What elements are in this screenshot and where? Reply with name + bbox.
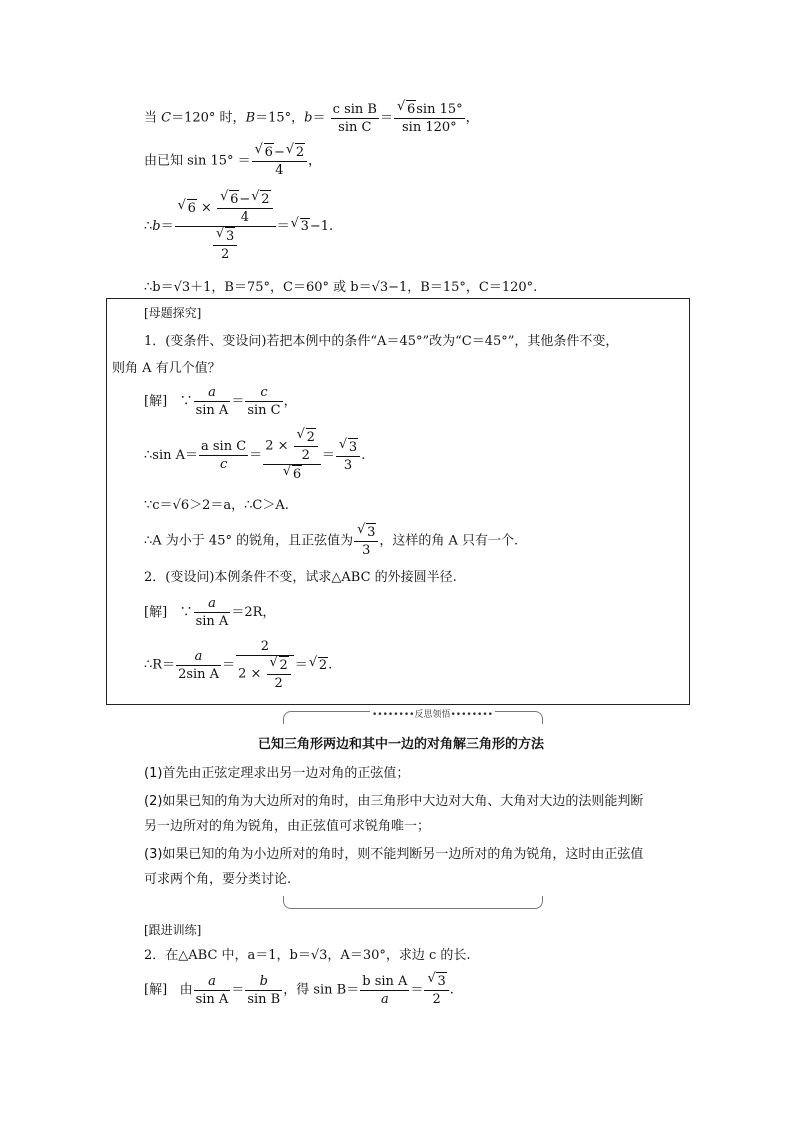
denominator: 4: [275, 163, 284, 178]
reflection-p2a: (2)如果已知的角为大边所对的角时，由三角形中大边对大角、大角对大边的法则能判断: [144, 794, 644, 809]
sqrt: √ 2: [295, 143, 305, 161]
denominator: 2: [220, 247, 230, 262]
numerator: [263, 428, 321, 465]
sqrt: √ 6: [406, 100, 416, 118]
text: ＝: [379, 110, 393, 126]
text: .: [361, 448, 366, 463]
numerator: a: [194, 595, 231, 613]
text: 2 ×: [238, 666, 262, 682]
text: ＝: [410, 982, 424, 998]
fraction: [194, 595, 231, 630]
numerator: b: [245, 973, 282, 991]
line-known-sin15: [144, 143, 321, 179]
numerator: b sin A: [362, 973, 408, 989]
denominator: sin A: [195, 403, 229, 418]
text: ∵: [179, 394, 193, 409]
reflection-tag: ••••••••反思领悟••••••••: [370, 707, 495, 720]
fraction: [194, 384, 231, 419]
text: ∴sin A＝: [144, 448, 198, 463]
sqrt: √ 3: [225, 227, 235, 245]
denominator: [236, 656, 294, 692]
denominator: 2: [432, 992, 441, 1007]
text: ＝: [321, 448, 335, 463]
solution-label: [解]: [144, 394, 168, 409]
inner-fraction: [267, 656, 291, 692]
text: ＝: [160, 219, 174, 234]
fraction: [194, 973, 231, 1008]
sqrt: √ 6: [292, 465, 302, 483]
solution-label: [解]: [144, 605, 168, 620]
reflection-p3b: 可求两个角，要分类讨论.: [144, 872, 292, 887]
denominator: 2: [301, 448, 310, 463]
line-compute-b: [144, 190, 333, 263]
text: ，: [283, 394, 297, 409]
denominator: 2sin A: [178, 666, 220, 682]
numerator: c sin B: [332, 101, 377, 117]
fraction: [252, 143, 307, 179]
solution2-line-1: [144, 595, 275, 630]
q2-line: 2．(变设问)本例条件不变，试求△ABC 的外接圆半径.: [144, 570, 457, 585]
q1-line-b: 则角 A 有几个值？: [112, 361, 221, 376]
denominator: sin B: [247, 991, 281, 1007]
numerator: [252, 143, 307, 162]
line-case-c120: [144, 100, 479, 136]
denominator: [263, 465, 321, 483]
solution-label: [解]: [144, 982, 168, 998]
denominator: sin 120°: [401, 120, 457, 135]
text: 由: [179, 982, 193, 998]
reflection-p1: (1)首先由正弦定理求出另一边对角的正弦值；: [144, 766, 410, 781]
numerator: a sin C: [201, 439, 247, 454]
reflection-frame-bottom: [283, 896, 543, 909]
denominator: sin C: [338, 119, 372, 135]
numerator: a: [194, 384, 231, 402]
follow-title: [跟进训练]: [144, 923, 202, 937]
line-conclusion: ∴b＝√3＋1，B＝75°，C＝60° 或 b＝√3−1，B＝15°，C＝120°.: [144, 280, 538, 295]
text: −: [239, 192, 251, 207]
denominator: sin A: [195, 991, 229, 1007]
q1-line-a: 1．(变条件、变设问)若把本例中的条件“A＝45°”改为“C＝45°”，其他条件不变，: [144, 334, 619, 349]
text: ＝2R，: [231, 605, 276, 620]
text: ＝15°，: [255, 110, 305, 126]
solution-line-4: [144, 523, 518, 559]
text: ×: [201, 200, 212, 216]
var-b: b: [304, 110, 313, 126]
inner-fraction: [217, 190, 272, 226]
sqrt: √ 3: [348, 438, 358, 456]
text: .: [328, 657, 333, 673]
fraction: [175, 190, 276, 263]
numerator: c: [245, 384, 282, 402]
text: ＝120° 时，: [171, 110, 246, 126]
var-C: C: [161, 110, 172, 126]
denominator: [175, 227, 276, 263]
fraction: [354, 523, 378, 559]
text: ，: [308, 153, 322, 169]
box-title: [母题探究]: [144, 306, 202, 320]
follow-solution: [144, 972, 454, 1008]
denominator: 3: [343, 457, 353, 473]
numerator: a: [194, 973, 231, 991]
numerator: 2: [236, 638, 294, 656]
sqrt: √ 6: [264, 143, 274, 161]
text: ∵: [179, 605, 193, 620]
text: ，得 sin B＝: [283, 982, 360, 998]
text: ＝: [294, 657, 308, 673]
text: 当: [144, 110, 158, 126]
fraction: [360, 973, 409, 1008]
text: ＝: [222, 657, 236, 673]
text: 由已知 sin 15° ＝: [144, 153, 251, 169]
numerator: a: [176, 648, 221, 666]
sqrt: √ 6: [229, 190, 239, 208]
denominator: c: [219, 457, 228, 472]
sqrt: √ 2: [306, 428, 316, 446]
text: ，这样的角 A 只有一个.: [379, 533, 519, 549]
sqrt: √ 3: [436, 972, 446, 990]
sqrt: √ 2: [318, 657, 328, 673]
fraction: [245, 384, 282, 419]
solution2-line-2: [144, 638, 332, 692]
sqrt: √ 2: [260, 190, 270, 208]
denominator: sin C: [247, 403, 281, 418]
var-b: b: [152, 219, 161, 234]
inner-fraction: [213, 227, 237, 263]
text: ∴R＝: [144, 657, 176, 673]
fraction: [199, 438, 248, 473]
numerator: [213, 227, 237, 246]
numerator: [175, 190, 276, 227]
text: −: [273, 145, 285, 160]
text: 2 ×: [265, 438, 289, 454]
numerator: [217, 190, 272, 209]
inner-fraction: [294, 428, 318, 464]
sqrt: √ 2: [279, 656, 289, 674]
follow-question: 2．在△ABC 中，a＝1，b＝√3，A＝30°，求边 c 的长.: [144, 948, 471, 963]
fraction: [245, 973, 282, 1008]
text: ∴: [144, 219, 153, 234]
reflection-heading: 已知三角形两边和其中一边的对角解三角形的方法: [258, 737, 545, 752]
denominator: 3: [362, 543, 371, 558]
denominator: sin A: [195, 614, 229, 629]
text: ＝: [249, 448, 263, 463]
solution-line-1: [144, 384, 297, 419]
solution-line-2: [144, 428, 365, 483]
text: ，: [465, 110, 479, 126]
fraction: [176, 648, 221, 683]
reflection-p2b: 另一边所对的角为锐角，由正弦值可求锐角唯一；: [144, 819, 431, 834]
text: ＝: [231, 394, 245, 409]
denominator: 4: [240, 210, 249, 225]
solution-line-3: ∵c＝√6＞2＝a，∴C＞A.: [144, 498, 289, 513]
fraction: [394, 100, 465, 136]
text: ＝: [312, 110, 326, 126]
reflection-p3a: (3)如果已知的角为小边所对的角时，则不能判断另一边所对的角为锐角，这时由正弦值: [144, 847, 644, 862]
text: −1.: [309, 219, 334, 234]
text: ＝: [276, 219, 290, 234]
text: ＝: [231, 982, 245, 998]
sqrt: √ 6: [187, 199, 197, 217]
sqrt: √ 3: [366, 523, 376, 541]
fraction: [263, 428, 321, 483]
fraction: [236, 638, 294, 692]
denominator: 2: [274, 676, 283, 691]
var-B: B: [245, 110, 256, 126]
fraction: [336, 438, 360, 474]
text: sin 15°: [416, 102, 463, 117]
radical: [405, 100, 416, 118]
fraction: [331, 101, 379, 136]
sqrt: √ 3: [300, 218, 310, 234]
numerator: [394, 100, 465, 119]
text: ∴A 为小于 45° 的锐角，且正弦值为: [144, 533, 354, 549]
text: .: [449, 982, 454, 998]
fraction: [424, 972, 448, 1008]
denominator: a: [380, 991, 389, 1007]
